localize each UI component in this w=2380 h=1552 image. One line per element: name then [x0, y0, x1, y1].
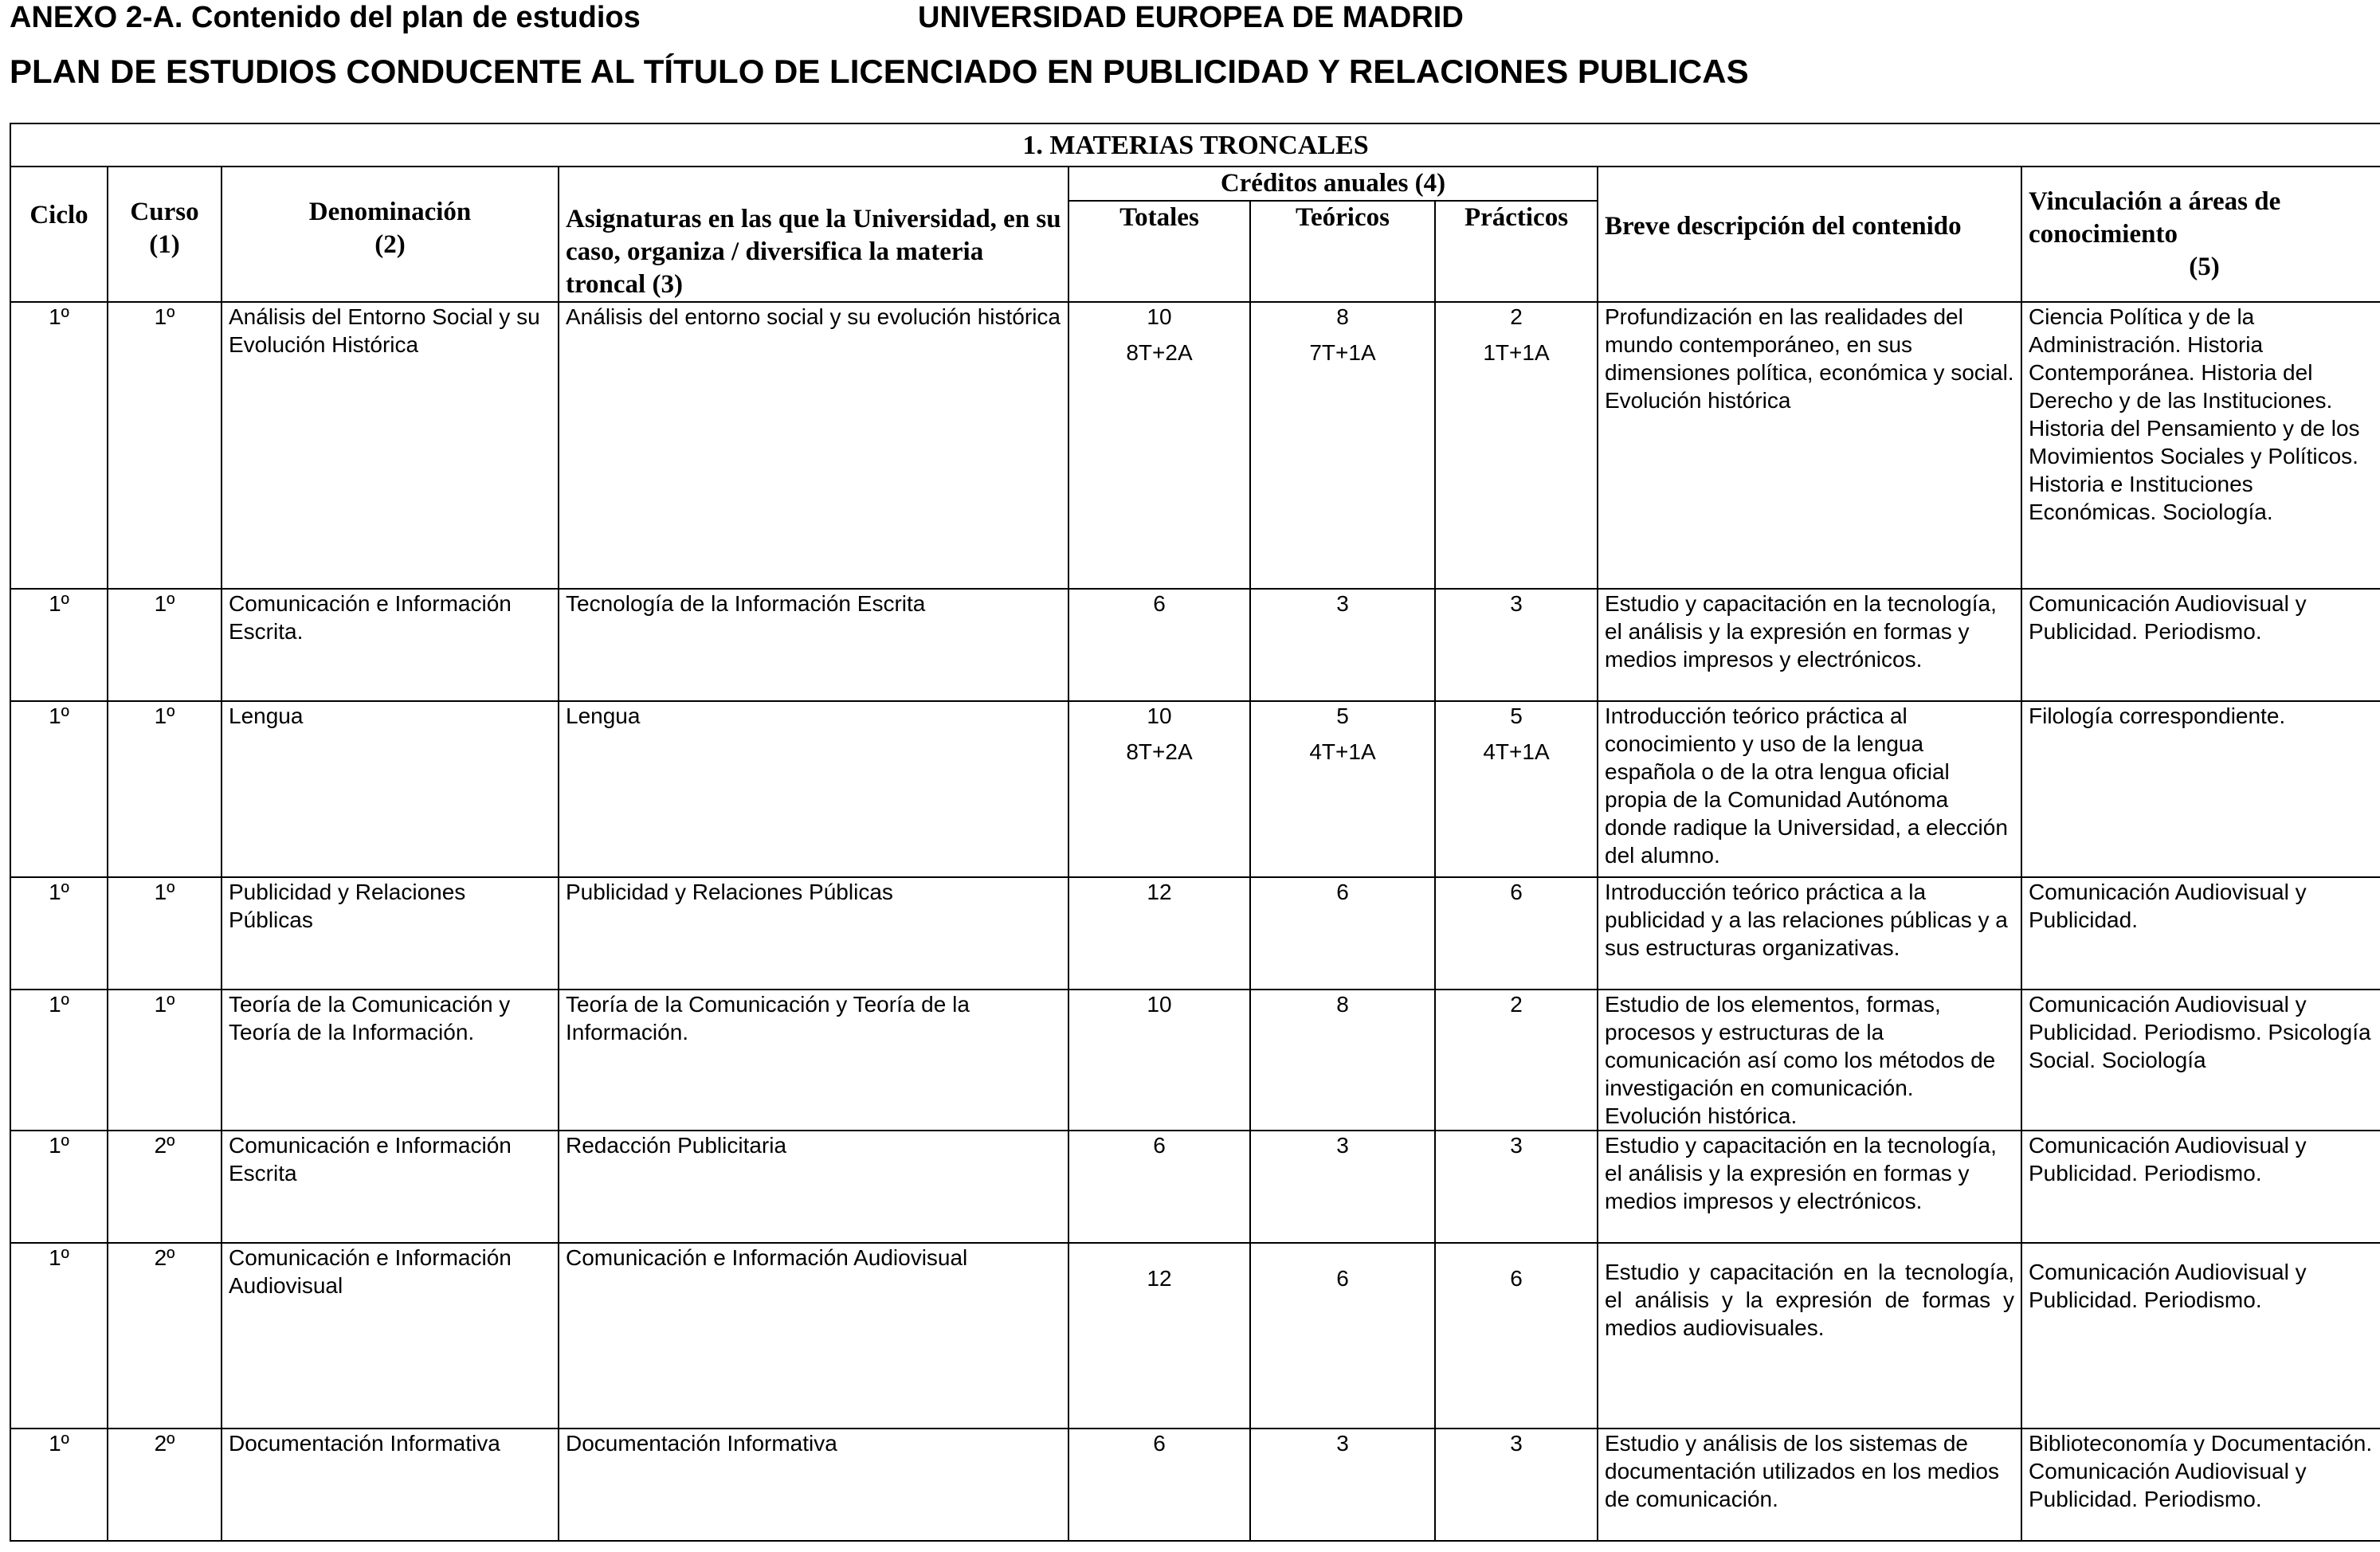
cell-asignatura: Tecnología de la Información Escrita: [559, 589, 1068, 701]
cell-asignatura: Comunicación e Información Audiovisual: [559, 1243, 1068, 1429]
col-header-curso: Curso (1): [108, 167, 222, 302]
cell-vinculacion: Biblioteconomía y Documentación. Comunicación Audiovisual y Publicidad. Periodismo.: [2021, 1429, 2380, 1541]
cell-totales: 6: [1068, 1131, 1250, 1243]
cell-descripcion: Profundización en las realidades del mundo contemporáneo, en sus dimensiones política, económica y social. Evolución histórica: [1598, 302, 2021, 589]
cell-asignatura: Lengua: [559, 701, 1068, 877]
cell-teoricos: 8: [1250, 990, 1435, 1131]
cell-teoricos: 3: [1250, 589, 1435, 701]
document-header: [10, 0, 1464, 35]
cell-practicos: 3: [1435, 589, 1598, 701]
cell-denominacion: Documentación Informativa: [222, 1429, 559, 1541]
cell-descripcion: Estudio y capacitación en la tecnología, el análisis y la expresión de formas y medios audiovisuales.: [1598, 1243, 2021, 1429]
cell-totales: 12: [1068, 877, 1250, 990]
cell-curso: 1º: [108, 589, 222, 701]
table-row: [10, 1243, 2380, 1429]
cell-descripcion: Estudio y capacitación en la tecnología, el análisis y la expresión en formas y medios impresos y electrónicos.: [1598, 1131, 2021, 1243]
cell-asignatura: Redacción Publicitaria: [559, 1131, 1068, 1243]
cell-practicos: 2: [1435, 990, 1598, 1131]
cell-curso: 1º: [108, 990, 222, 1131]
cell-curso: 2º: [108, 1131, 222, 1243]
materias-troncales-table: [10, 123, 2380, 1542]
cell-ciclo: 1º: [10, 1131, 108, 1243]
table-row: [10, 302, 2380, 589]
cell-denominacion: Comunicación e Información Escrita: [222, 1131, 559, 1243]
cell-vinculacion: Comunicación Audiovisual y Publicidad. Periodismo.: [2021, 1243, 2380, 1429]
cell-asignatura: Análisis del entorno social y su evolución histórica: [559, 302, 1068, 589]
cell-descripcion: Estudio y análisis de los sistemas de documentación utilizados en los medios de comunicación.: [1598, 1429, 2021, 1541]
cell-denominacion: Comunicación e Información Audiovisual: [222, 1243, 559, 1429]
cell-curso: 1º: [108, 877, 222, 990]
university-name: UNIVERSIDAD EUROPEA DE MADRID: [918, 0, 1464, 34]
cell-denominacion: Análisis del Entorno Social y su Evolución Histórica: [222, 302, 559, 589]
table-row: [10, 1429, 2380, 1541]
cell-ciclo: 1º: [10, 302, 108, 589]
cell-teoricos: 3: [1250, 1429, 1435, 1541]
cell-denominacion: Publicidad y Relaciones Públicas: [222, 877, 559, 990]
cell-practicos: 3: [1435, 1429, 1598, 1541]
cell-teoricos: 6: [1250, 877, 1435, 990]
cell-ciclo: 1º: [10, 877, 108, 990]
cell-curso: 1º: [108, 701, 222, 877]
cell-asignatura: Documentación Informativa: [559, 1429, 1068, 1541]
col-header-ciclo: Ciclo: [10, 167, 108, 302]
cell-ciclo: 1º: [10, 701, 108, 877]
cell-teoricos: 3: [1250, 1131, 1435, 1243]
cell-totales: 12: [1068, 1243, 1250, 1429]
col-header-totales: Totales: [1068, 201, 1250, 302]
cell-teoricos: 6: [1250, 1243, 1435, 1429]
cell-asignatura: Publicidad y Relaciones Públicas: [559, 877, 1068, 990]
cell-denominacion: Comunicación e Información Escrita.: [222, 589, 559, 701]
cell-teoricos: 5 4T+1A: [1250, 701, 1435, 877]
cell-descripcion: Introducción teórico práctica a la publicidad y a las relaciones públicas y a sus estructuras organizativas.: [1598, 877, 2021, 990]
cell-totales: 6: [1068, 589, 1250, 701]
cell-curso: 2º: [108, 1243, 222, 1429]
cell-curso: 2º: [108, 1429, 222, 1541]
cell-asignatura: Teoría de la Comunicación y Teoría de la Información.: [559, 990, 1068, 1131]
cell-ciclo: 1º: [10, 1243, 108, 1429]
cell-denominacion: Lengua: [222, 701, 559, 877]
cell-ciclo: 1º: [10, 990, 108, 1131]
col-header-creditos: Créditos anuales (4): [1068, 167, 1598, 201]
table-row: [10, 1131, 2380, 1243]
cell-descripcion: Estudio de los elementos, formas, procesos y estructuras de la comunicación así como los métodos de investigación en comunicación. Evolución histórica.: [1598, 990, 2021, 1131]
cell-totales: 6: [1068, 1429, 1250, 1541]
cell-practicos: 6: [1435, 1243, 1598, 1429]
cell-vinculacion: Comunicación Audiovisual y Publicidad. Periodismo. Psicología Social. Sociología: [2021, 990, 2380, 1131]
col-header-descripcion: Breve descripción del contenido: [1598, 167, 2021, 302]
table-row: [10, 990, 2380, 1131]
table-row: [10, 589, 2380, 701]
plan-title: PLAN DE ESTUDIOS CONDUCENTE AL TÍTULO DE LICENCIADO EN PUBLICIDAD Y RELACIONES PUBLICAS: [10, 53, 1749, 90]
col-header-asignaturas: Asignaturas en las que la Universidad, en su caso, organiza / diversifica la materia troncal (3): [559, 167, 1068, 302]
cell-curso: 1º: [108, 302, 222, 589]
cell-denominacion: Teoría de la Comunicación y Teoría de la Información.: [222, 990, 559, 1131]
cell-descripcion: Estudio y capacitación en la tecnología, el análisis y la expresión en formas y medios impresos y electrónicos.: [1598, 589, 2021, 701]
cell-practicos: 3: [1435, 1131, 1598, 1243]
cell-totales: 10 8T+2A: [1068, 302, 1250, 589]
cell-vinculacion: Comunicación Audiovisual y Publicidad. Periodismo.: [2021, 1131, 2380, 1243]
cell-vinculacion: Ciencia Política y de la Administración. Historia Contemporánea. Historia del Derecho y de las Instituciones. Historia del Pensamiento y de los Movimientos Sociales y Políticos. Historia e Instituciones Económicas. Sociología.: [2021, 302, 2380, 589]
cell-descripcion: Introducción teórico práctica al conocimiento y uso de la lengua española o de la otra lengua oficial propia de la Comunidad Autónoma donde radique la Universidad, a elección del alumno.: [1598, 701, 2021, 877]
anexo-title: ANEXO 2-A. Contenido del plan de estudios: [10, 0, 641, 34]
cell-ciclo: 1º: [10, 1429, 108, 1541]
col-header-vinculacion: Vinculación a áreas de conocimiento (5): [2021, 167, 2380, 302]
cell-totales: 10: [1068, 990, 1250, 1131]
cell-practicos: 2 1T+1A: [1435, 302, 1598, 589]
col-header-practicos: Prácticos: [1435, 201, 1598, 302]
cell-practicos: 5 4T+1A: [1435, 701, 1598, 877]
cell-totales: 10 8T+2A: [1068, 701, 1250, 877]
table-row: [10, 701, 2380, 877]
col-header-teoricos: Teóricos: [1250, 201, 1435, 302]
cell-vinculacion: Comunicación Audiovisual y Publicidad. Periodismo.: [2021, 589, 2380, 701]
cell-ciclo: 1º: [10, 589, 108, 701]
col-header-denominacion: Denominación (2): [222, 167, 559, 302]
section-title: 1. MATERIAS TRONCALES: [10, 123, 2380, 167]
cell-teoricos: 8 7T+1A: [1250, 302, 1435, 589]
cell-vinculacion: Filología correspondiente.: [2021, 701, 2380, 877]
cell-practicos: 6: [1435, 877, 1598, 990]
table-row: [10, 877, 2380, 990]
cell-vinculacion: Comunicación Audiovisual y Publicidad.: [2021, 877, 2380, 990]
